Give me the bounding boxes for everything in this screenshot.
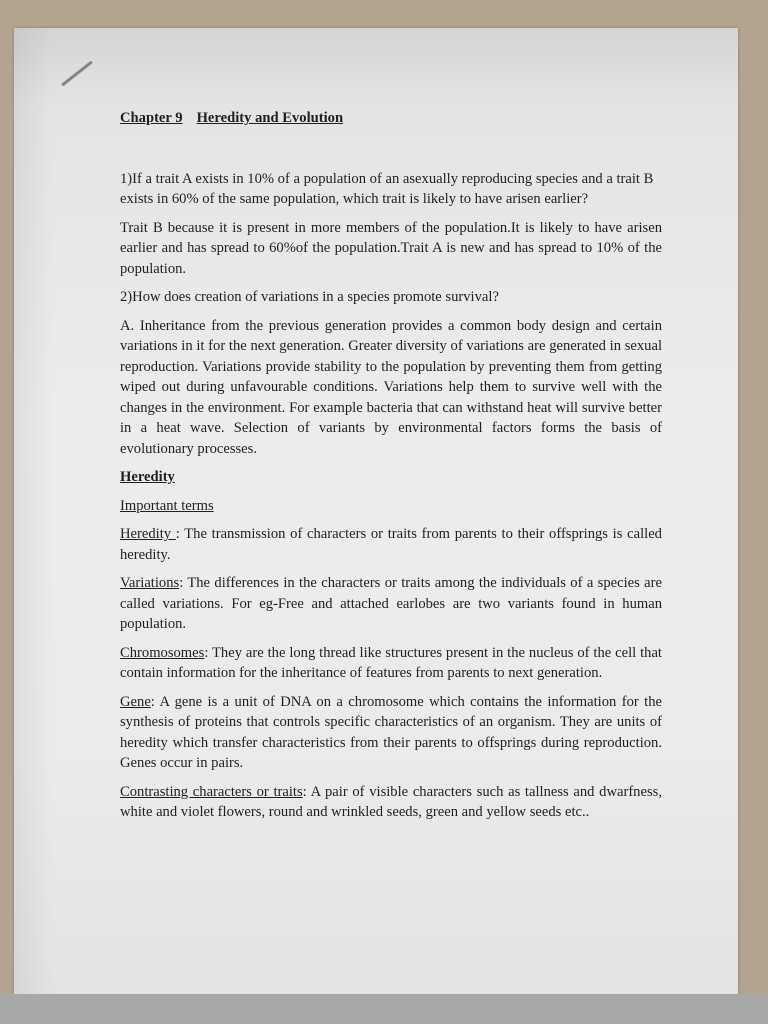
term-definition: The transmission of characters or traits from parents to their offsprings is called heredity. xyxy=(120,526,662,563)
term-definition: A gene is a unit of DNA on a chromosome which contains the information for the synthesis of proteins that controls specific characteristics of an organism. They are units of heredity which transfer characteristics from their parents to offsprings during reproduction. Genes occur in pairs. xyxy=(120,693,662,771)
answer-1: Trait B because it is present in more members of the population.It is likely to have arisen earlier and has spread to 60%of the population.Trait A is new and has spread to 10% of the population. xyxy=(120,219,662,277)
chapter-title: Heredity and Evolution xyxy=(196,110,344,126)
question-2: 2)How does creation of variations in a species promote survival? xyxy=(120,289,499,305)
chapter-number: Chapter 9 xyxy=(120,110,183,126)
chapter-heading xyxy=(120,108,662,129)
term-heredity: Heredity : The transmission of characters or traits from parents to their offsprings is called heredity. xyxy=(120,526,662,563)
desk-surface xyxy=(0,994,768,1024)
question-1: 1)If a trait A exists in 10% of a population of an asexually reproducing species and a trait B exists in 60% of the same population, which trait is likely to have arisen earlier? xyxy=(120,170,654,207)
answer-2: A. Inheritance from the previous generation provides a common body design and certain variations in it for the next generation. Greater diversity of variations are generated in sexual reproduction. Variations provide stability to the population by preventing them from getting wiped out during unfavourable conditions. Variations help them to survive well with the changes in the environment. For example bacteria that can withstand heat will survive better in a heat wave. Selection of variants by environmental factors forms the basis of evolutionary processes. xyxy=(120,317,662,457)
term-label: Gene xyxy=(120,693,151,710)
term-label: Chromosomes xyxy=(120,644,205,661)
term-definition: The differences in the characters or traits among the individuals of a species are called variations. For eg-Free and attached earlobes are two variants found in human population. xyxy=(120,575,662,632)
term-definition: They are the long thread like structures present in the nucleus of the cell that contain information for the inheritance of features from parents to next generation. xyxy=(120,644,662,681)
section-heading: Heredity xyxy=(120,469,175,485)
term-chromosomes: Chromosomes: They are the long thread like structures present in the nucleus of the cell that contain information for the inheritance of features from parents to next generation. xyxy=(120,644,662,681)
term-label: Variations xyxy=(120,575,180,591)
paper-page xyxy=(14,28,738,994)
subheading: Important terms xyxy=(120,497,214,514)
page-shadow xyxy=(14,28,54,994)
document-body xyxy=(102,108,662,831)
term-variations: Variations: The differences in the characters or traits among the individuals of a species are called variations. For eg-Free and attached earlobes are two variants found in human population. xyxy=(120,575,662,632)
term-definition: A pair of visible characters such as tallness and dwarfness, white and violet flowers, round and wrinkled seeds, green and yellow seeds etc.. xyxy=(120,783,662,820)
term-contrasting-characters: Contrasting characters or traits: A pair of visible characters such as tallness and dwarfness, white and violet flowers, round and wrinkled seeds, green and yellow seeds etc.. xyxy=(120,783,662,820)
term-label: Heredity xyxy=(120,526,176,542)
pen-mark xyxy=(61,61,93,87)
term-gene: Gene: A gene is a unit of DNA on a chromosome which contains the information for the synthesis of proteins that controls specific characteristics of an organism. They are units of heredity which transfer characteristics from their parents to offsprings during reproduction. Genes occur in pairs. xyxy=(120,693,662,771)
term-label: Contrasting characters or traits xyxy=(120,783,303,800)
